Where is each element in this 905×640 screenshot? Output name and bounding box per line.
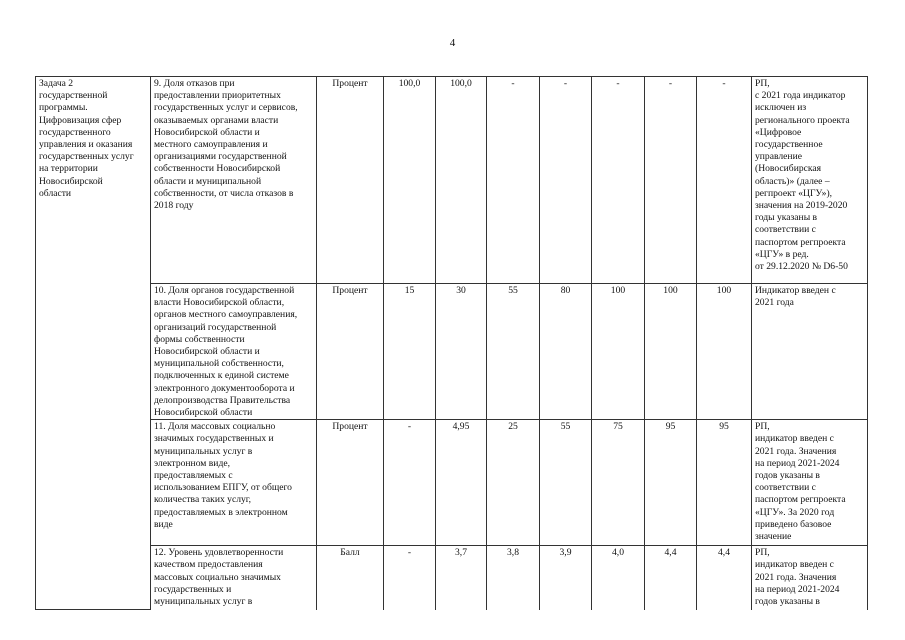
- value-cell: 100,0: [436, 77, 487, 284]
- value-cell: -: [384, 420, 436, 546]
- indicator-cell: 11. Доля массовых социально значимых государственных и муниципальных услуг в электронном виде, предоставляемых с использованием ЕПГУ, от общего количества таких услуг, предоставляемых в электронном виде: [151, 420, 317, 546]
- table-row: [36, 546, 868, 610]
- indicator-cell: 12. Уровень удовлетворенности качеством предоставления массовых социально значимых государственных и муниципальных услуг в: [151, 546, 317, 610]
- value-cell: 80: [540, 284, 592, 420]
- table-row: [36, 420, 868, 546]
- value-cell: 3,8: [487, 546, 540, 610]
- task-cell: Задача 2 государственной программы. Цифровизация сфер государственного управления и оказания государственных услуг на территории Новосибирской области: [36, 77, 151, 610]
- value-cell: 100,0: [384, 77, 436, 284]
- value-cell: 15: [384, 284, 436, 420]
- value-cell: 100: [592, 284, 645, 420]
- note-cell: Индикатор введен с 2021 года: [752, 284, 868, 420]
- value-cell: 100: [645, 284, 697, 420]
- value-cell: 95: [645, 420, 697, 546]
- value-cell: 4,0: [592, 546, 645, 610]
- value-cell: -: [384, 546, 436, 610]
- unit-cell: Балл: [317, 546, 384, 610]
- value-cell: -: [540, 77, 592, 284]
- value-cell: 55: [487, 284, 540, 420]
- indicator-cell: 10. Доля органов государственной власти Новосибирской области, органов местного самоуправления, организаций государственной формы собственности Новосибирской области и муниципальной собственности, подключенных к единой системе электронного документооборота и делопроизводства Правительства Новосибирской области: [151, 284, 317, 420]
- value-cell: 55: [540, 420, 592, 546]
- indicator-cell: 9. Доля отказов при предоставлении приоритетных государственных услуг и сервисов, оказываемых органами власти Новосибирской области и местного самоуправления и организациями государственной собственности Новосибирской области и муниципальной собственности, от числа отказов в 2018 году: [151, 77, 317, 284]
- note-cell: РП, с 2021 года индикатор исключен из регионального проекта «Цифровое государственное управление (Новосибирская область)» (далее – регпроект «ЦГУ»), значения на 2019-2020 годы указаны в соответствии с паспортом регпроекта «ЦГУ» в ред. от 29.12.2020 № D6-50: [752, 77, 868, 284]
- value-cell: 4,95: [436, 420, 487, 546]
- value-cell: 4,4: [697, 546, 752, 610]
- value-cell: 4,4: [645, 546, 697, 610]
- value-cell: 3,7: [436, 546, 487, 610]
- value-cell: 100: [697, 284, 752, 420]
- value-cell: 3,9: [540, 546, 592, 610]
- value-cell: 75: [592, 420, 645, 546]
- unit-cell: Процент: [317, 284, 384, 420]
- unit-cell: Процент: [317, 420, 384, 546]
- value-cell: -: [487, 77, 540, 284]
- note-cell: РП, индикатор введен с 2021 года. Значения на период 2021-2024 годов указаны в соответствии с паспортом регпроекта «ЦГУ». За 2020 год приведено базовое значение: [752, 420, 868, 546]
- value-cell: -: [697, 77, 752, 284]
- value-cell: 30: [436, 284, 487, 420]
- value-cell: -: [645, 77, 697, 284]
- value-cell: -: [592, 77, 645, 284]
- indicators-table: [35, 76, 868, 610]
- table-row: [36, 284, 868, 420]
- page-number: 4: [449, 37, 456, 49]
- unit-cell: Процент: [317, 77, 384, 284]
- note-cell: РП, индикатор введен с 2021 года. Значения на период 2021-2024 годов указаны в: [752, 546, 868, 610]
- value-cell: 95: [697, 420, 752, 546]
- table-row: [36, 77, 868, 284]
- value-cell: 25: [487, 420, 540, 546]
